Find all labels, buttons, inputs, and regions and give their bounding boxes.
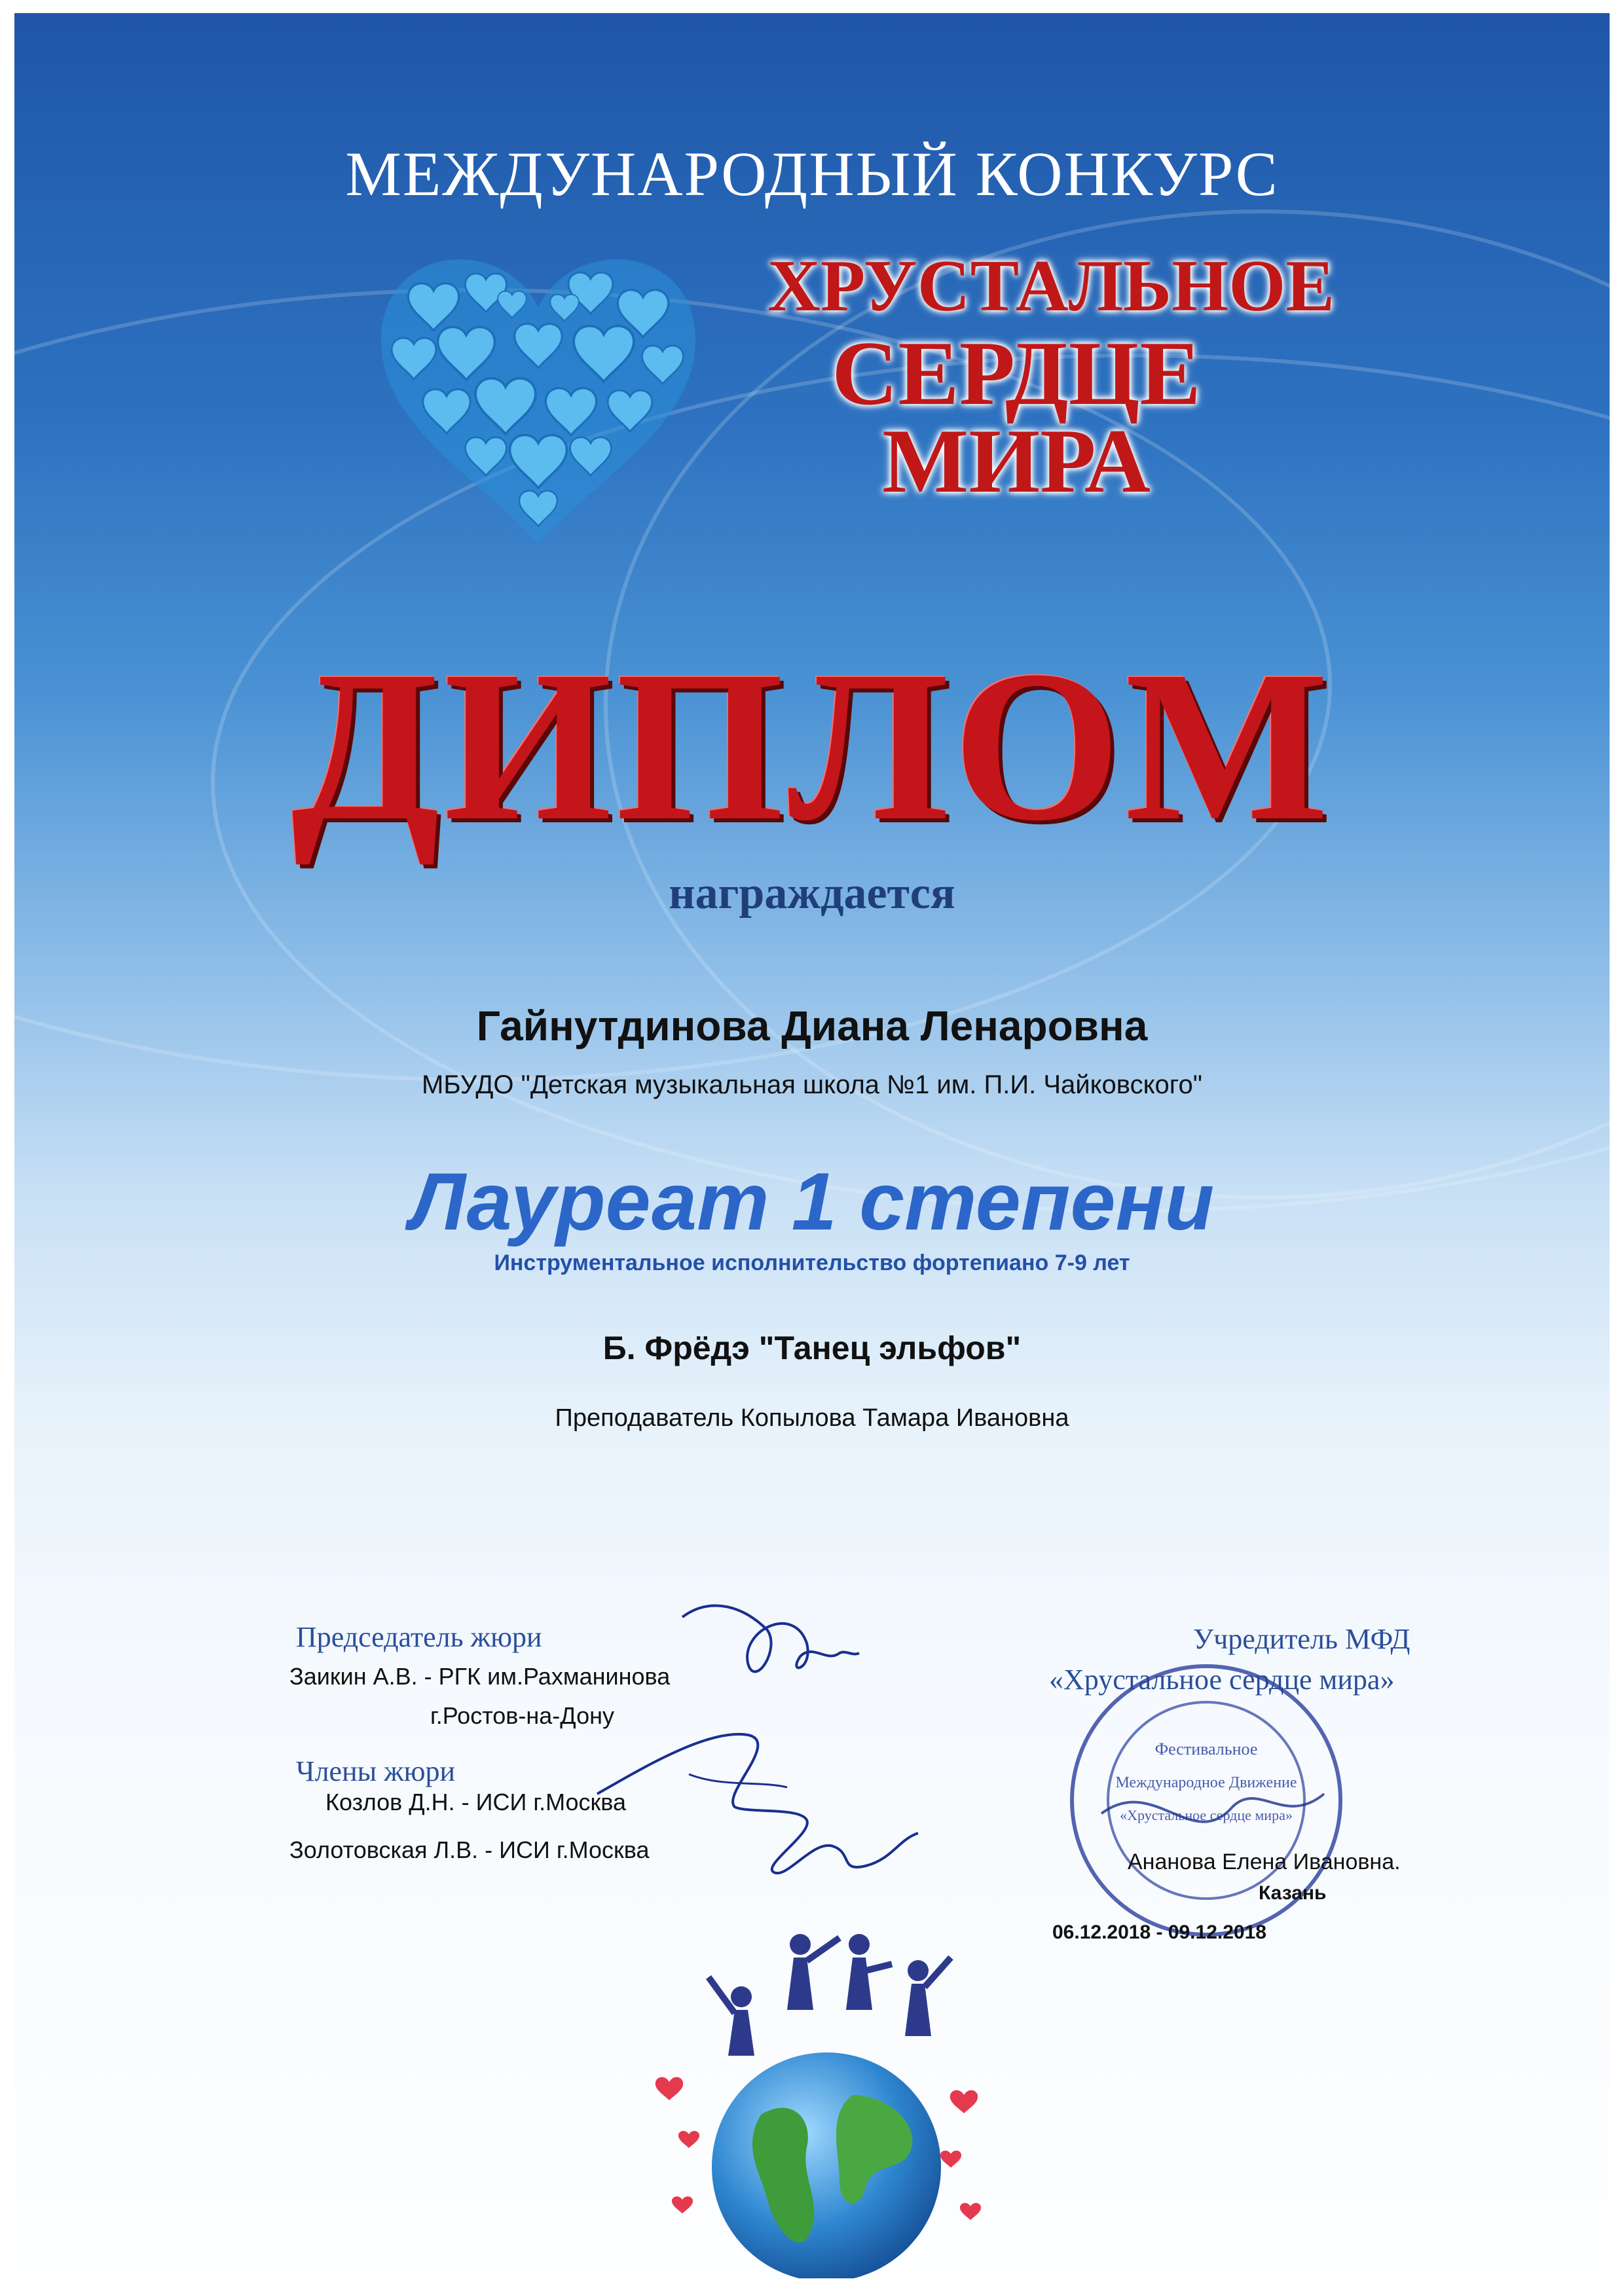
stamp-line-1: Фестивальное (1154, 1740, 1258, 1758)
jury-chair-name: Заикин А.В. - РГК им.Рахманинова (289, 1663, 671, 1690)
award-category: Инструментальное исполнительство фортепиано 7-9 лет (494, 1250, 1130, 1275)
recipient-school: МБУДО "Детская музыкальная школа №1 им. П.И. Чайковского" (422, 1070, 1202, 1099)
award-level: Лауреат 1 степени (409, 1157, 1215, 1247)
diploma-title: ДИПЛОМ (291, 627, 1333, 866)
diploma-sheet (14, 13, 1610, 2280)
logo-line-3: МИРА (882, 410, 1151, 512)
heart-logo-icon (355, 229, 722, 556)
jury-chair-title: Председатель жюри (296, 1621, 542, 1653)
founder-title: Учредитель МФД (1193, 1623, 1411, 1655)
chair-signature (669, 1591, 866, 1702)
jury-chair-city: г.Ростов-на-Дону (430, 1702, 614, 1729)
founder-name: Ананова Елена Ивановна. (1128, 1850, 1401, 1874)
founder-org: «Хрустальное сердце мира» (1049, 1664, 1395, 1696)
jury-member-2: Золотовская Л.В. - ИСИ г.Москва (289, 1836, 650, 1863)
globe-dancers-icon (643, 1899, 1010, 2278)
competition-logo-title (767, 242, 1335, 512)
logo-line-1: ХРУСТАЛЬНОЕ (767, 246, 1335, 327)
event-dates: 06.12.2018 - 09.12.2018 (1052, 1922, 1266, 1943)
logo-line-2: СЕРДЦЕ (832, 323, 1201, 424)
members-signature (591, 1715, 931, 1892)
stamp-line-2: Международное Движение (1115, 1774, 1297, 1791)
jury-member-1: Козлов Д.Н. - ИСИ г.Москва (325, 1789, 627, 1815)
event-city: Казань (1259, 1882, 1327, 1904)
teacher-name: Преподаватель Копылова Тамара Ивановна (555, 1404, 1069, 1432)
awarded-label: награждается (669, 868, 955, 919)
competition-header: МЕЖДУНАРОДНЫЙ КОНКУРС (345, 139, 1279, 209)
jury-members-title: Члены жюри (296, 1755, 456, 1787)
stamp-line-3: «Хрустальное сердце мира» (1120, 1807, 1293, 1823)
recipient-name: Гайнутдинова Диана Ленаровна (476, 1002, 1148, 1049)
performed-piece: Б. Фрёдэ "Танец эльфов" (602, 1330, 1022, 1366)
